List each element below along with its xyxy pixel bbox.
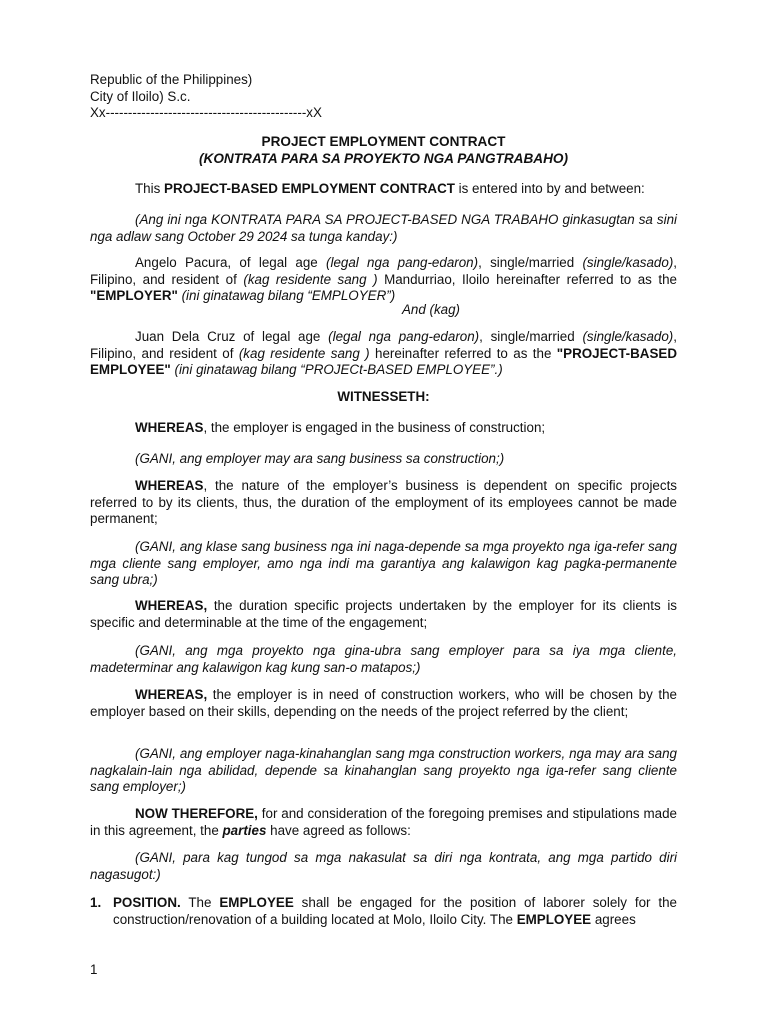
header-separator: Xx---------------------------------------------xX	[90, 105, 322, 120]
clause-position	[90, 895, 677, 928]
employer-text: , Filipino, and resident of	[90, 255, 678, 287]
witnesseth-text: WITNESSETH:	[337, 389, 430, 404]
page-number: 1	[90, 962, 98, 977]
translation-text: (GANI, ang employer naga-kinahanglan sang mga construction workers, nga may ara sang nagkalain-lain nga abilidad, depende sa kinahanglan sang proyekto nga iga-refer sang cliente sang employer;)	[90, 746, 677, 794]
translation-text: (GANI, ang employer may ara sang business sa construction;)	[135, 451, 505, 466]
whereas-label: WHEREAS	[135, 420, 204, 435]
witnesseth-heading	[90, 389, 677, 406]
whereas-1-translation	[90, 451, 677, 468]
intro-text: This	[135, 181, 165, 196]
now-therefore-text: have agreed as follows:	[266, 822, 411, 838]
translation-text: (GANI, ang klase sang business nga ini naga-depende sa mga proyekto nga iga-refer sang mga cliente sang employer, amo nga indi ma garantiya ang kalawigon kag pagka-permanente sang ubra;)	[90, 539, 677, 587]
employee-label: "PROJECT-BASED EMPLOYEE"	[90, 345, 677, 377]
now-therefore-label: NOW THEREFORE,	[135, 806, 258, 821]
employee-term: EMPLOYEE	[219, 895, 294, 910]
employer-italic: (legal nga pang-edaron)	[326, 255, 479, 270]
employee-text: , single/married	[479, 329, 583, 344]
whereas-4-translation	[90, 746, 677, 796]
clause-text	[113, 895, 677, 928]
clause-body: agrees	[591, 911, 636, 927]
title-main: PROJECT EMPLOYMENT CONTRACT	[261, 134, 506, 149]
contract-title	[90, 134, 677, 167]
translation-text: (GANI, para kag tungod sa mga nakasulat sa diri nga kontrata, ang mga partido diri nagasugot:)	[90, 850, 677, 882]
title-subtitle: (KONTRATA PARA SA PROYEKTO NGA PANGTRABAHO)	[198, 150, 569, 166]
intro-translation	[90, 212, 677, 245]
intro-text-end: is entered into by and between:	[454, 181, 645, 196]
whereas-text: , the nature of the employer’s business is dependent on specific projects referred to by its clients, thus, the duration of the employment of its employees cannot be made permanent;	[90, 478, 677, 526]
whereas-label: WHEREAS	[135, 478, 204, 493]
employer-label: "EMPLOYER"	[90, 288, 178, 303]
employer-italic: (kag residente sang )	[243, 271, 378, 287]
whereas-2-translation	[90, 539, 677, 589]
whereas-3	[90, 598, 677, 631]
document-header	[90, 72, 677, 122]
clause-body: shall be engaged for the position of laborer solely for the construction/renovation of a building located at Molo, Iloilo City. The	[113, 895, 677, 927]
header-line-republic: Republic of the Philippines)	[90, 72, 253, 87]
whereas-text: the employer is in need of construction workers, who will be chosen by the employer based on their skills, depending on the needs of the project referred by the client;	[90, 687, 677, 719]
clause-heading: POSITION.	[113, 895, 181, 910]
employer-paragraph	[90, 255, 677, 305]
employee-text: , Filipino, and resident of	[90, 329, 677, 361]
header-line-city: City of Iloilo) S.c.	[90, 88, 191, 104]
clause-body: The	[180, 895, 220, 910]
whereas-text: , the employer is engaged in the business of construction;	[203, 420, 546, 435]
whereas-2	[90, 478, 677, 528]
parties-term: parties	[222, 822, 267, 838]
whereas-label: WHEREAS,	[135, 598, 208, 613]
whereas-4	[90, 687, 677, 720]
employer-italic: (single/kasado)	[582, 255, 674, 270]
now-therefore-text: for and consideration of the foregoing premises and stipulations made in this agreement, the	[90, 806, 677, 838]
now-therefore	[90, 806, 677, 839]
employee-italic: (kag residente sang )	[238, 345, 370, 361]
employee-italic: (single/kasado)	[582, 329, 674, 344]
whereas-1	[90, 420, 677, 437]
clause-number: 1.	[90, 895, 102, 910]
now-therefore-translation	[90, 850, 677, 883]
employee-text: Juan Dela Cruz of legal age	[135, 329, 329, 344]
translation-text: (GANI, ang mga proyekto nga gina-ubra sang employer para sa iya mga cliente, madeterminar ang kalawigon kag kung san-o matapos;)	[90, 643, 677, 675]
whereas-text: the duration specific projects undertaken by the employer for its clients is specific and determinable at the time of the engagement;	[90, 598, 677, 630]
employee-italic: (ini ginatawag bilang “PROJECt-BASED EMPLOYEE”.)	[174, 362, 503, 377]
employer-text: Mandurriao, Iloilo hereinafter referred to as the	[377, 271, 677, 287]
employer-text: Angelo Pacura, of legal age	[135, 255, 327, 270]
employee-term: EMPLOYEE	[516, 911, 592, 927]
and-line-text: And (kag)	[401, 302, 460, 317]
whereas-3-translation	[90, 643, 677, 676]
employee-text: hereinafter referred to as the	[369, 345, 557, 361]
intro-translation-text: (Ang ini nga KONTRATA PARA SA PROJECT-BASED NGA TRABAHO ginkasugtan sa sini nga adlaw sang October 29 2024 sa tunga kanday:)	[90, 212, 677, 244]
employer-italic: (ini ginatawag bilang “EMPLOYER”)	[181, 288, 396, 303]
intro-paragraph	[90, 181, 677, 198]
whereas-label: WHEREAS,	[135, 687, 208, 702]
employer-text: , single/married	[478, 255, 583, 270]
employee-italic: (legal nga pang-edaron)	[328, 329, 480, 344]
intro-bold: PROJECT-BASED EMPLOYMENT CONTRACT	[164, 181, 455, 196]
employee-paragraph	[90, 329, 677, 379]
and-line	[90, 302, 677, 319]
